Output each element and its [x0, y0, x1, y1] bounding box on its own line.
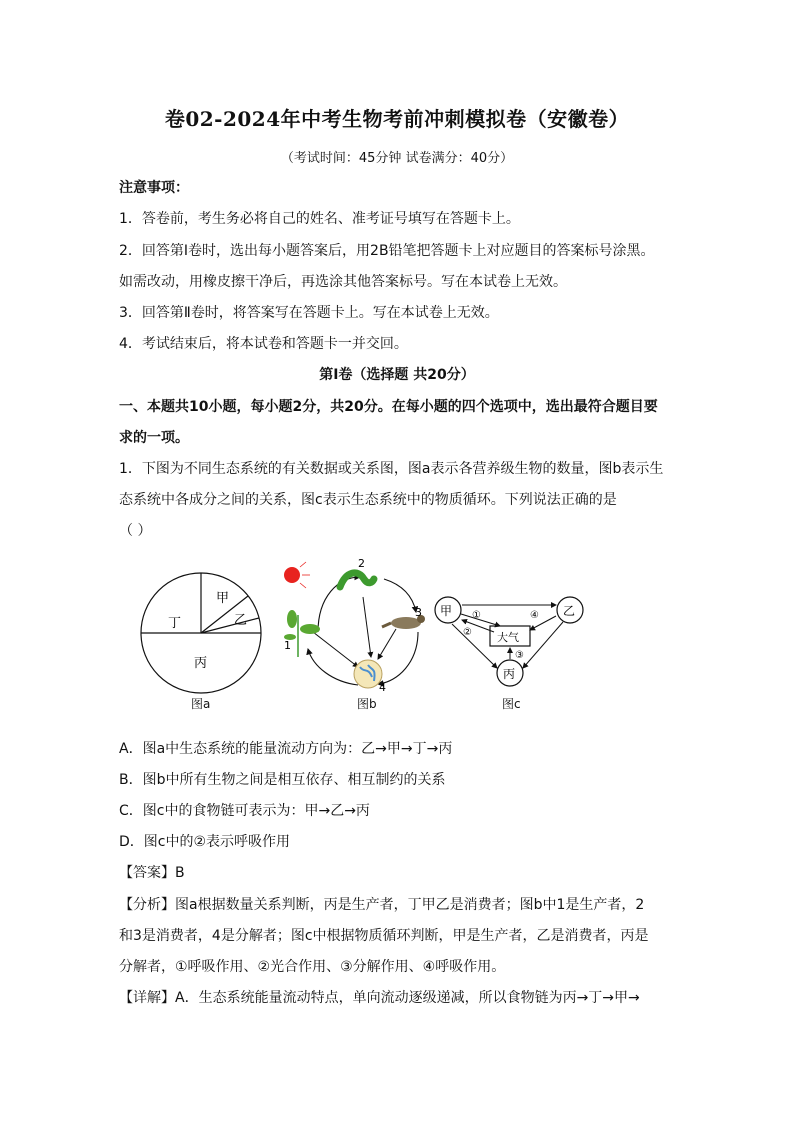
- figure-a: [138, 566, 268, 696]
- exam-info: （考试时间：45分钟 试卷满分：40分）: [280, 151, 514, 166]
- notes-heading: 注意事项：: [119, 180, 189, 196]
- figure-c-label-3: ③: [515, 650, 524, 661]
- analysis-line: 分解者，①呼吸作用、②光合作用、③分解作用、④呼吸作用。: [119, 959, 506, 975]
- figure-b-label-3: 3: [415, 606, 422, 619]
- figure-a-label-ding: 丁: [168, 616, 182, 631]
- figure-a-label-bing: 丙: [194, 656, 208, 671]
- figure-c-label-4: ④: [530, 610, 539, 621]
- question-stem: 态系统中各成分之间的关系，图c表示生态系统中的物质循环。下列说法正确的是: [119, 492, 617, 508]
- figure-a-caption: 图a: [191, 697, 211, 711]
- sun-icon: [284, 567, 300, 583]
- figure-c-caption: 图c: [502, 697, 521, 711]
- figure-b-label-4: 4: [379, 681, 386, 694]
- figure-b-label-2: 2: [358, 557, 365, 570]
- section-title: 第Ⅰ卷（选择题 共20分）: [319, 367, 475, 383]
- figure-c-label-1: ①: [472, 610, 481, 621]
- section-instruction: 一、本题共10小题，每小题2分，共20分。在每小题的四个选项中，选出最符合题目要: [119, 399, 658, 415]
- detail-line: 【详解】A．生态系统能量流动特点，单向流动逐级递减，所以食物链为丙→丁→甲→: [119, 990, 640, 1006]
- note-item: 4．考试结束后，将本试卷和答题卡一并交回。: [119, 336, 408, 352]
- answer-blank: （ ）: [119, 523, 152, 539]
- question-stem: 1．下图为不同生态系统的有关数据或关系图，图a表示各营养级生物的数量，图b表示生: [119, 461, 664, 477]
- figure-c-label-jia: 甲: [440, 604, 453, 618]
- figure-c-label-bing: 丙: [503, 667, 516, 681]
- option-a: A．图a中生态系统的能量流动方向为：乙→甲→丁→丙: [119, 741, 453, 757]
- decomposer-icon: [354, 660, 382, 688]
- answer: 【答案】B: [119, 865, 185, 881]
- figure-c-label-air: 大气: [497, 631, 519, 644]
- figure-c-label-2: ②: [463, 627, 472, 638]
- option-b: B．图b中所有生物之间是相互依存、相互制约的关系: [119, 772, 446, 788]
- note-item: 3．回答第Ⅱ卷时，将答案写在答题卡上。写在本试卷上无效。: [119, 305, 499, 321]
- option-d: D．图c中的②表示呼吸作用: [119, 834, 291, 850]
- figure-a-label-jia: 甲: [216, 591, 230, 606]
- analysis-line: 和3是消费者，4是分解者；图c中根据物质循环判断，甲是生产者，乙是消费者，丙是: [119, 928, 649, 944]
- note-item: 如需改动，用橡皮擦干净后，再选涂其他答案标号。写在本试卷上无效。: [119, 274, 567, 290]
- page-title: 卷02-2024年中考生物考前冲刺模拟卷（安徽卷）: [164, 107, 630, 131]
- figure-c: [430, 590, 595, 692]
- note-item: 1．答卷前，考生务必将自己的姓名、准考证号填写在答题卡上。: [119, 211, 520, 227]
- figure-b: [278, 557, 438, 697]
- analysis-line: 【分析】图a根据数量关系判断，丙是生产者，丁甲乙是消费者；图b中1是生产者，2: [119, 897, 645, 913]
- section-instruction: 求的一项。: [119, 430, 189, 446]
- figure-b-caption: 图b: [357, 697, 377, 711]
- figure-b-label-1: 1: [284, 639, 291, 652]
- figure-c-label-yi: 乙: [563, 604, 576, 618]
- figure-a-label-yi: 乙: [234, 613, 248, 628]
- option-c: C．图c中的食物链可表示为：甲→乙→丙: [119, 803, 370, 819]
- note-item: 2．回答第Ⅰ卷时，选出每小题答案后，用2B铅笔把答题卡上对应题目的答案标号涂黑。: [119, 243, 655, 259]
- caterpillar-icon: [340, 573, 374, 587]
